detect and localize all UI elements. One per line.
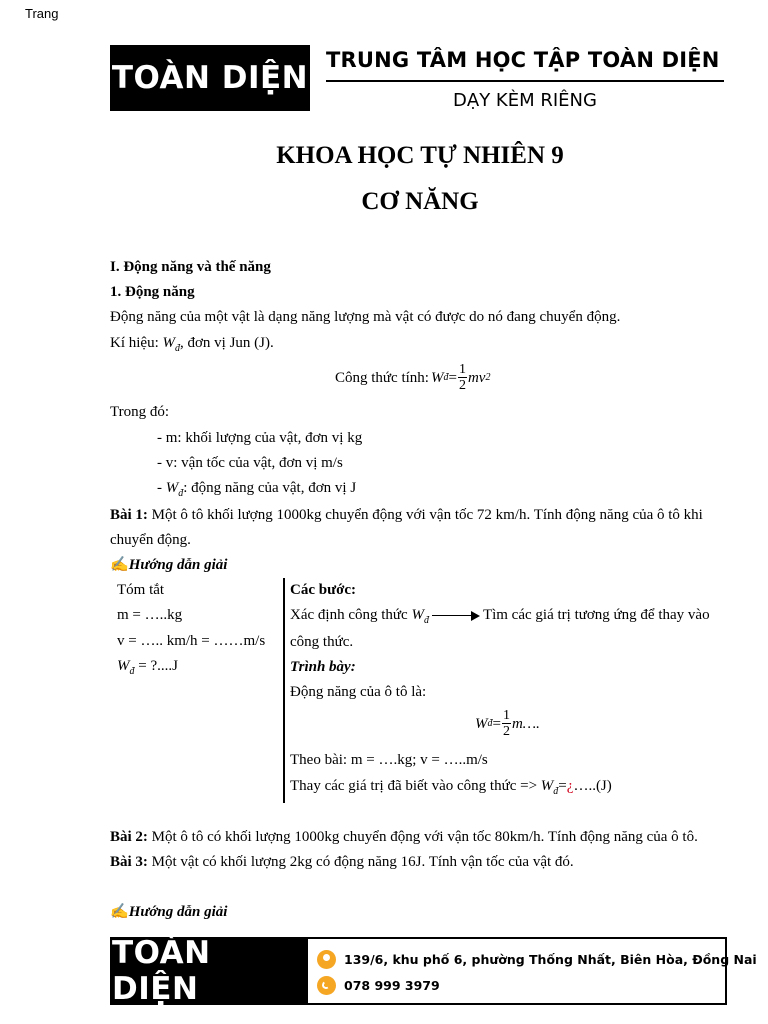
list-item: - v: vận tốc của vật, đơn vị m/s: [157, 455, 343, 471]
summary-symbol-sub: đ: [129, 666, 135, 677]
result-mark: ¿: [566, 778, 574, 794]
formula-label: Công thức tính:: [335, 369, 429, 386]
solution-denominator: 2: [502, 724, 510, 739]
exercise-3: [110, 852, 574, 872]
footer-logo: TOÀN DIỆN: [112, 939, 308, 1003]
document-title: KHOA HỌC TỰ NHIÊN 9: [276, 142, 564, 169]
solution-guide: [110, 555, 227, 575]
symbol-sub: đ: [175, 343, 180, 354]
arrow-right-icon: [432, 611, 480, 621]
exercise-label: Bài 1:: [110, 507, 148, 523]
solution-rhs: m….: [511, 715, 540, 732]
step-line-2: công thức.: [290, 634, 354, 650]
symbol-label: Kí hiệu:: [110, 335, 163, 351]
location-pin-icon: [317, 950, 336, 969]
list-item: [157, 478, 356, 504]
step-text: Xác định công thức: [290, 607, 412, 623]
solution-guide-2: [110, 902, 227, 922]
step-symbol-sub: đ: [423, 615, 429, 626]
formula-lhs: W: [430, 369, 444, 386]
summary-symbol: W: [117, 658, 130, 674]
symbol-line: [110, 333, 274, 359]
formula-lhs-sub: đ: [443, 371, 449, 383]
symbol-w: W: [162, 335, 175, 351]
step-after: Tìm các giá trị tương ứng để thay vào: [482, 607, 710, 623]
subsection-heading: 1. Động năng: [110, 284, 195, 300]
header-logo: TOÀN DIỆN: [110, 45, 310, 111]
unit-text: , đơn vị Jun (J).: [180, 335, 274, 351]
solution-eq: =: [492, 715, 501, 732]
section-heading: I. Động năng và thế năng: [110, 259, 271, 275]
summary-row: m = …..kg: [117, 607, 183, 623]
summary-wd-text: = ?....J: [134, 658, 178, 674]
solution-guide-label: Hướng dẫn giải: [128, 904, 228, 920]
fraction-numerator: 1: [458, 362, 466, 377]
where-label: Trong đó:: [110, 404, 170, 420]
summary-title: Tóm tắt: [117, 582, 165, 598]
steps-label: Các bước:: [290, 582, 357, 598]
solution-guide-label: Hướng dẫn giải: [128, 557, 228, 573]
formula-rhs: mv: [467, 369, 486, 386]
footer-phone: [317, 976, 440, 995]
page-label: Trang: [25, 6, 59, 21]
exercise-text: Một ô tô khối lượng 1000kg chuyển động với vận tốc 72 km/h. Tính động năng của ô tô khi: [147, 507, 703, 523]
phone-text: 078 999 3979: [344, 978, 440, 993]
solution-numerator: 1: [502, 708, 510, 723]
solution-lhs: W: [475, 715, 488, 732]
summary-row: v = ….. km/h = ……m/s: [117, 633, 266, 649]
result-symbol-sub: đ: [553, 786, 559, 797]
document-subtitle: CƠ NĂNG: [361, 188, 479, 215]
result-tail: …..(J): [573, 778, 612, 794]
pen-icon: ✍: [110, 904, 129, 920]
step-line: [290, 605, 710, 631]
formula-rhs-sup: 2: [485, 371, 491, 383]
formula-eq: =: [448, 369, 457, 386]
exercise-label: Bài 2:: [110, 829, 148, 845]
exercise-2: [110, 827, 698, 847]
presentation-label: Trình bày:: [290, 659, 356, 675]
given-values: Theo bài: m = ….kg; v = …..m/s: [290, 752, 488, 768]
center-name: TRUNG TÂM HỌC TẬP TOÀN DIỆN: [326, 48, 720, 72]
list-item: - m: khối lượng của vật, đơn vị kg: [157, 430, 363, 446]
step-symbol: W: [411, 607, 424, 623]
table-divider: [283, 578, 285, 803]
exercise-label: Bài 3:: [110, 854, 148, 870]
result-symbol: W: [540, 778, 554, 794]
formula-fraction: [458, 362, 467, 393]
fraction-denominator: 2: [458, 378, 466, 393]
pen-icon: ✍: [110, 557, 129, 573]
exercise-1-cont: chuyển động.: [110, 532, 191, 548]
kinetic-energy-formula: [335, 362, 490, 393]
solution-lhs-sub: đ: [487, 717, 493, 729]
solution-formula: [475, 708, 540, 739]
substitute-text: Thay các giá trị đã biết vào công thức =>: [290, 778, 541, 794]
address-text: 139/6, khu phố 6, phường Thống Nhất, Biên Hòa, Đồng Nai: [344, 952, 757, 967]
substitute-line: [290, 776, 612, 802]
phone-icon: [317, 976, 336, 995]
exercise-1: [110, 505, 703, 525]
result-eq: =: [558, 778, 567, 794]
presentation-text: Động năng của ô tô là:: [290, 684, 427, 700]
exercise-text: Một ô tô có khối lượng 1000kg chuyển động với vận tốc 80km/h. Tính động năng của ô tô.: [147, 829, 698, 845]
solution-fraction: [502, 708, 511, 739]
list-item-prefix: -: [157, 480, 166, 496]
summary-row: [117, 656, 178, 682]
header-divider: [326, 80, 724, 82]
list-item-symbol: W: [165, 480, 179, 496]
list-item-text: : động năng của vật, đơn vị J: [183, 480, 357, 496]
definition-text: Động năng của một vật là dạng năng lượng mà vật có được do nó đang chuyển động.: [110, 309, 621, 325]
exercise-text: Một vật có khối lượng 2kg có động năng 16J. Tính vận tốc của vật đó.: [147, 854, 574, 870]
footer-address: [317, 950, 757, 969]
header-tagline: DẠY KÈM RIÊNG: [453, 90, 597, 111]
list-item-symbol-sub: đ: [178, 488, 184, 499]
